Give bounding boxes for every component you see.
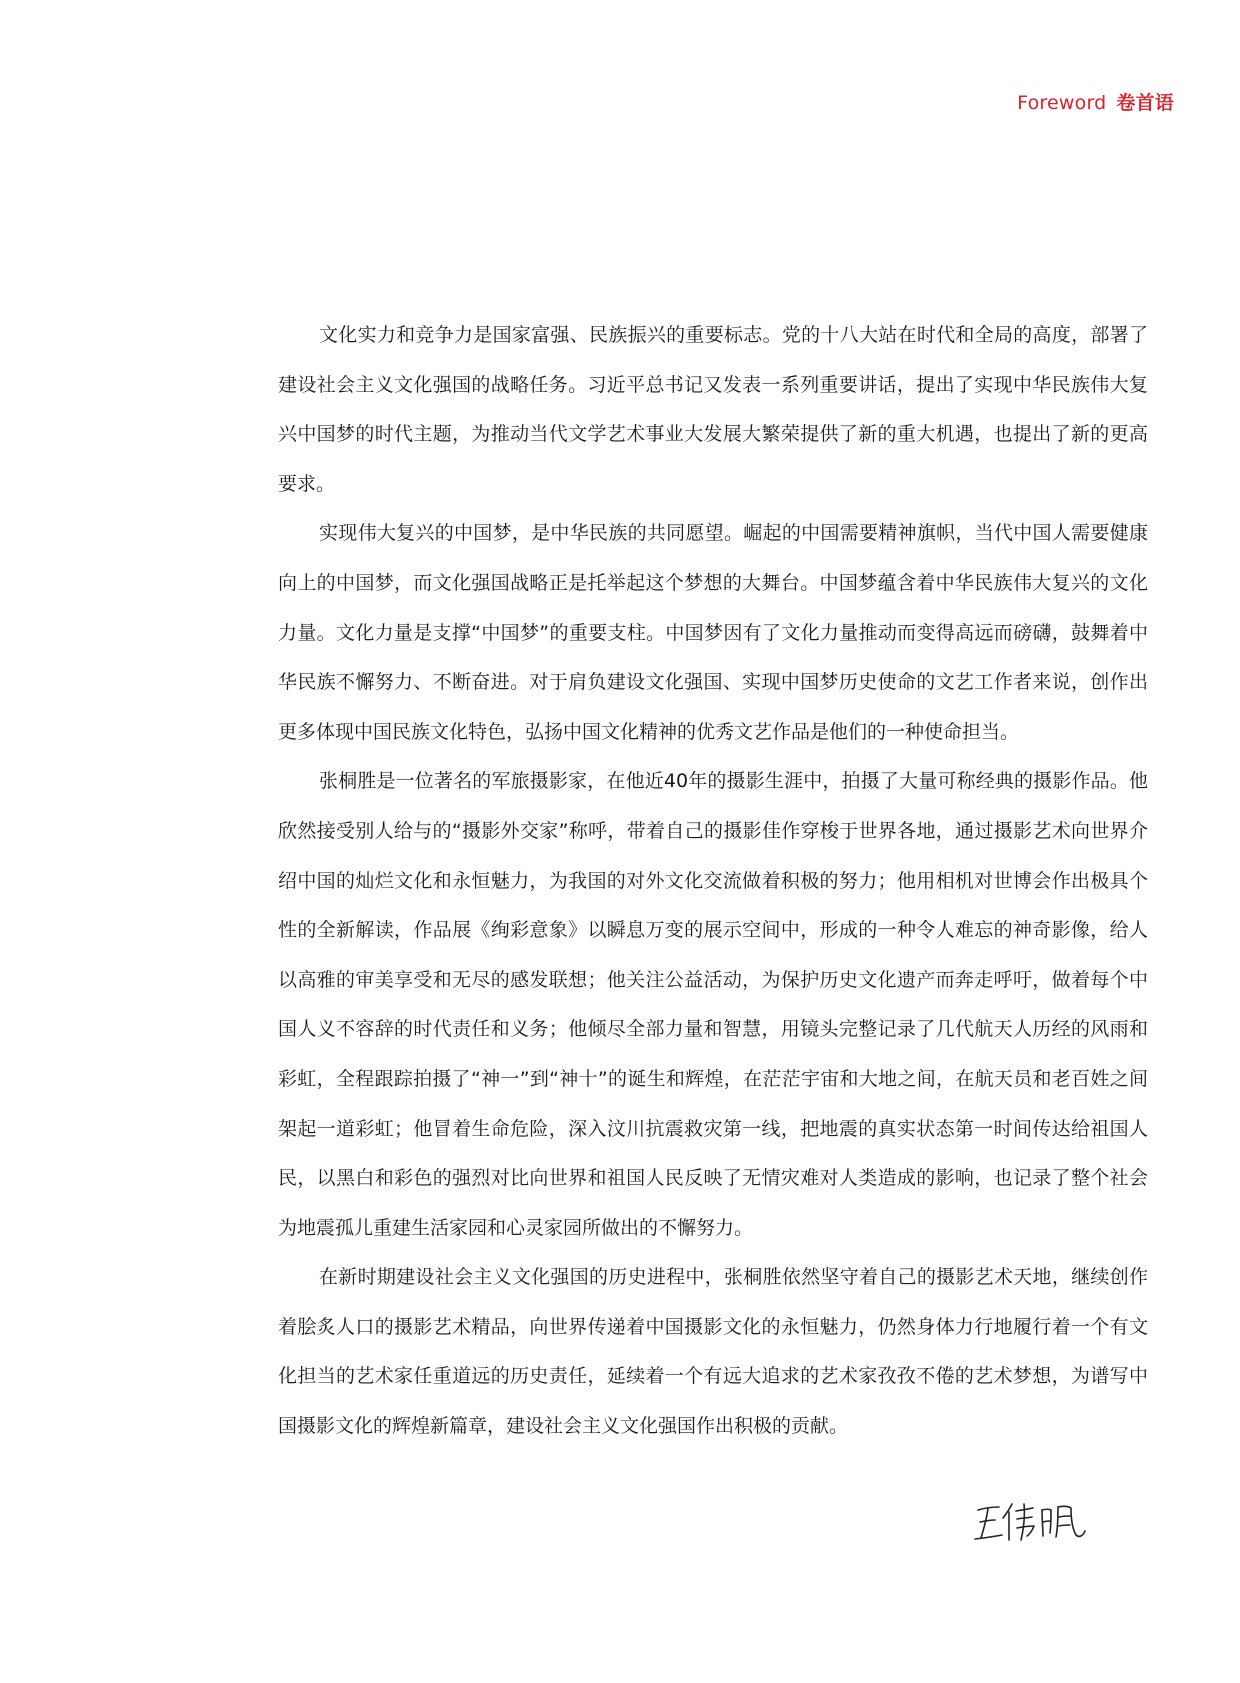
paragraph-2: 实现伟大复兴的中国梦，是中华民族的共同愿望。崛起的中国需要精神旗帜，当代中国人需要健康向上的中国梦，而文化强国战略正是托举起这个梦想的大舞台。中国梦蕴含着中华民族伟大复兴的文化力量。文化力量是支撑“中国梦”的重要支柱。中国梦因有了文化力量推动而变得高远而磅礴，鼓舞着中华民族不懈努力、不断奋进。对于肩负建设文化强国、实现中国梦历史使命的文艺工作者来说，创作出更多体现中国民族文化特色，弘扬中国文化精神的优秀文艺作品是他们的一种使命担当。 [278, 522, 1148, 743]
paragraph-4: 在新时期建设社会主义文化强国的历史进程中，张桐胜依然坚守着自己的摄影艺术天地，继续创作着脍炙人口的摄影艺术精品，向世界传递着中国摄影文化的永恒魅力，仍然身体力行地履行着一个有文化担当的艺术家任重道远的历史责任，延续着一个有远大追求的艺术家孜孜不倦的艺术梦想，为谱写中国摄影文化的辉煌新篇章，建设社会主义文化强国作出积极的贡献。 [278, 1266, 1148, 1438]
foreword-body [278, 311, 1148, 1452]
signature [972, 1498, 1092, 1544]
header-chinese: 卷首语 [1116, 92, 1174, 114]
paragraph-3: 张桐胜是一位著名的军旅摄影家，在他近40年的摄影生涯中，拍摄了大量可称经典的摄影作品。他欣然接受别人给与的“摄影外交家”称呼，带着自己的摄影佳作穿梭于世界各地，通过摄影艺术向世界介绍中国的灿烂文化和永恒魅力，为我国的对外文化交流做着积极的努力；他用相机对世博会作出极具个性的全新解读，作品展《绚彩意象》以瞬息万变的展示空间中，形成的一种令人难忘的神奇影像，给人以高雅的审美享受和无尽的感发联想；他关注公益活动，为保护历史文化遗产而奔走呼吁，做着每个中国人义不容辞的时代责任和义务；他倾尽全部力量和智慧，用镜头完整记录了几代航天人历经的风雨和彩虹，全程跟踪拍摄了“神一”到“神十”的诞生和辉煌，在茫茫宇宙和大地之间，在航天员和老百姓之间架起一道彩虹；他冒着生命危险，深入汶川抗震救灾第一线，把地震的真实状态第一时间传达给祖国人民，以黑白和彩色的强烈对比向世界和祖国人民反映了无情灾难对人类造成的影响，也记录了整个社会为地震孤儿重建生活家园和心灵家园所做出的不懈努力。 [278, 770, 1148, 1239]
paragraph-1: 文化实力和竞争力是国家富强、民族振兴的重要标志。党的十八大站在时代和全局的高度，部署了建设社会主义文化强国的战略任务。习近平总书记又发表一系列重要讲话，提出了实现中华民族伟大复兴中国梦的时代主题，为推动当代文学艺术事业大发展大繁荣提供了新的重大机遇，也提出了新的更高要求。 [278, 324, 1148, 495]
header-english: Foreword [1017, 92, 1107, 114]
section-header [1017, 88, 1174, 115]
